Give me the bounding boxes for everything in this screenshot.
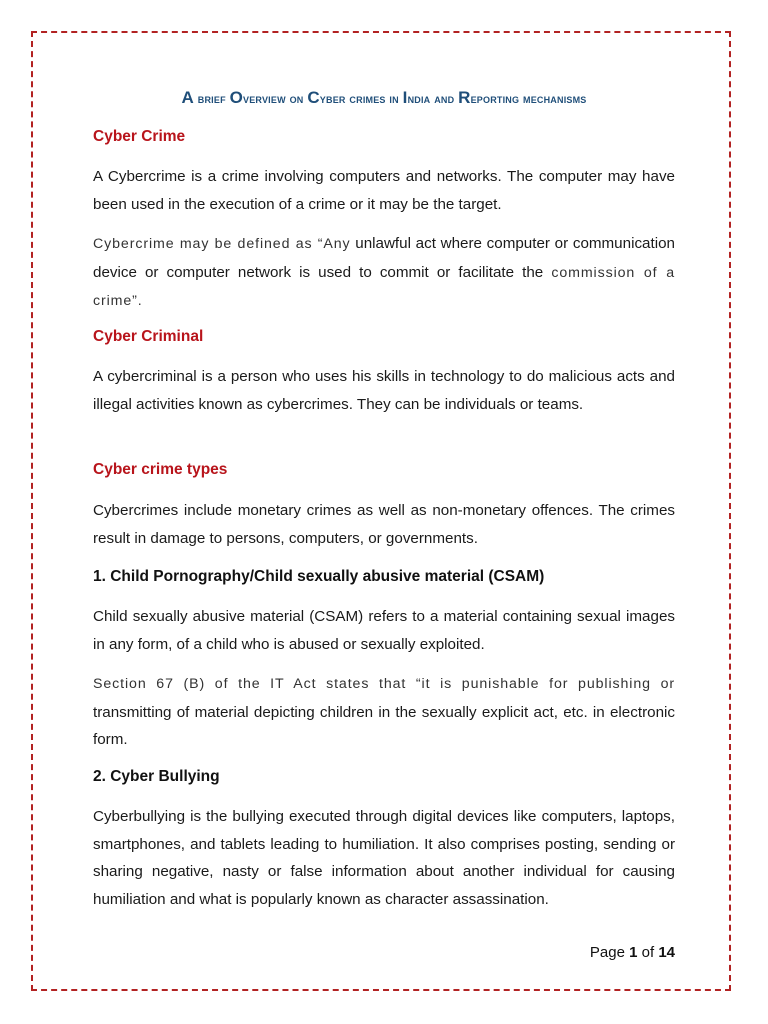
title-segment: I	[402, 88, 408, 107]
page-label: Page	[589, 944, 625, 961]
csam-it-act-paragraph	[93, 670, 675, 754]
title-segment: C	[307, 88, 320, 107]
cyber-criminal-paragraph: A cybercriminal is a person who uses his skills in technology to do malicious acts and illegal activities known as cybercrimes. They can be individuals or teams.	[93, 368, 675, 413]
spaced-text: commission of a crime”.	[93, 264, 675, 309]
spaced-text: Section 67 (B) of the IT Act states that “it is punishable for publishing or	[93, 676, 675, 692]
subheading-csam: 1. Child Pornography/Child sexually abusive material (CSAM)	[93, 568, 545, 585]
title-segment: A	[181, 88, 194, 107]
total-pages-number: 14	[658, 944, 675, 961]
title-segment: yber crimes in	[319, 91, 403, 106]
title-segment: R	[458, 88, 471, 107]
cyber-crime-types-paragraph: Cybercrimes include monetary crimes as well as non-monetary offences. The crimes result in damage to persons, computers, or governments.	[93, 502, 675, 547]
cyber-crime-definition: A Cybercrime is a crime involving computers and networks. The computer may have been used in the execution of a crime or it may be the target.	[93, 168, 675, 213]
spaced-text: Cybercrime may be defined as “Any	[93, 236, 351, 252]
page-number-footer	[590, 944, 675, 961]
document-title	[93, 88, 675, 108]
main-text: transmitting of material depicting children in the sexually explicit act, etc. in electronic form.	[93, 703, 675, 748]
title-segment: eporting mechanisms	[470, 91, 587, 106]
section-heading-cyber-crime: Cyber Crime	[93, 128, 186, 145]
section-heading-cyber-crime-types: Cyber crime types	[93, 461, 228, 478]
subheading-cyber-bullying: 2. Cyber Bullying	[93, 768, 220, 785]
cyber-crime-legal-definition	[93, 230, 675, 316]
section-heading-cyber-criminal: Cyber Criminal	[93, 328, 204, 345]
cyber-bullying-paragraph: Cyberbullying is the bullying executed through digital devices like computers, laptops, smartphones, and tablets leading to humiliation. It also comprises posting, sending or sharing negative, nasty or false information about another individual for causing humiliation and what is popularly known as character assassination.	[93, 808, 675, 908]
current-page-number: 1	[629, 944, 638, 961]
title-segment: verview on	[243, 91, 308, 106]
title-segment: ndia and	[407, 91, 459, 106]
of-label: of	[641, 944, 655, 961]
main-text: unlawful act where computer or communication device or computer network is used to commit or facilitate the	[93, 235, 675, 281]
title-segment: brief	[193, 91, 230, 106]
title-segment: O	[229, 88, 244, 107]
csam-paragraph: Child sexually abusive material (CSAM) refers to a material containing sexual images in any form, of a child who is abused or sexually exploited.	[93, 608, 675, 653]
